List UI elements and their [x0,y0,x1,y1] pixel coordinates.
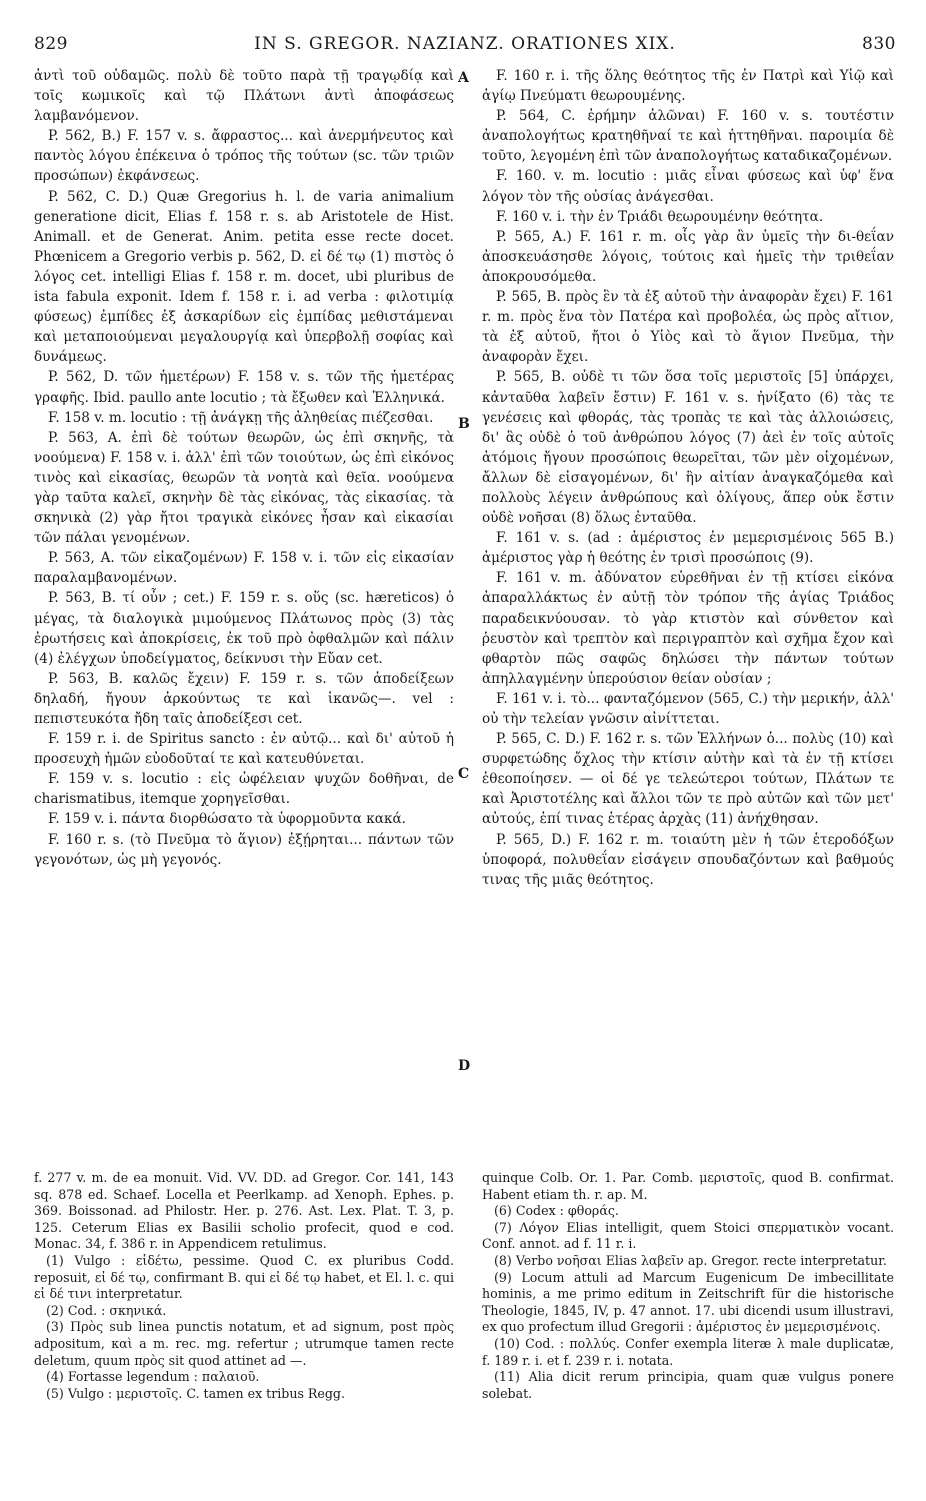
paragraph: P. 565, D.) F. 162 r. m. τοιαύτη μὲν ἡ τῶν ἑτεροδόξων ὑποφορά, πολυθεΐαν εἰσάγειν σπουδαζόντων καὶ βαθμούς τινας τῆς μιᾶς θεότητος. [482,831,894,888]
page-number-right: 830 [862,34,896,54]
paragraph: P. 565, A.) F. 161 r. m. οἷς γὰρ ἂν ὑμεῖς τὴν δι-θεΐαν ἀποσκευάσησθε λόγοις, τούτοις καὶ ἡμεῖς τὴν τριθεΐαν ἀποκρουσόμεθα. [482,228,894,285]
footnotes-right [482,1170,894,1402]
paragraph: P. 562, C. D.) Quæ Gregorius h. l. de varia animalium generatione dicit, Elias f. 158 r. s. ab Aristotele de Hist. Animall. et de Generat. Anim. petita esse recte docet. Phœnicem a Gregorio verbis p. 562, D. εἰ δέ τῳ (1) πιστὸς ὁ λόγος cet. intelligi Elias f. 158 r. m. docet, ubi pluribus de ista fabula exponit. Idem f. 158 r. i. ad verba : φιλοτιμίᾳ φύσεως) ἐμπίδες ἐξ ἀσκαρίδων εἰς ἐμπίδας μεθιστάμεναι καὶ μεταποιούμεναι μεγαλουργίᾳ καὶ ὑπερβολῇ σοφίας καὶ δυνάμεως. [34,188,454,366]
paragraph: P. 565, B. πρὸς ἓν τὰ ἐξ αὐτοῦ τὴν ἀναφορὰν ἔχει) F. 161 r. m. πρὸς ἕνα τὸν Πατέρα καὶ προβολέα, ὡς πρὸς αἴτιον, τὰ ἐξ αὐτοῦ, ἤτοι ὁ Υἱὸς καὶ τὸ ἅγιον Πνεῦμα, τὴν ἀναφορὰν ἔχει. [482,289,894,366]
footnote: (4) Fortasse legendum : παλαιοῦ. [46,1369,260,1385]
footnotes-left [34,1170,454,1402]
paragraph: P. 563, A. τῶν εἰκαζομένων) F. 158 v. i. τῶν εἰς εἰκασίαν παραλαμβανομένων. [34,550,454,587]
paragraph: F. 161 v. i. τὸ... φανταζόμενον (565, C.) τὴν μερικήν, ἀλλ' οὐ τὴν τελείαν γνῶσιν αἰνίττεται. [482,690,894,727]
paragraph: P. 565, B. οὐδὲ τι τῶν ὅσα τοῖς μεριστοῖς [5] ὑπάρχει, κἀνταῦθα λαβεῖν ἔστιν) F. 161 v. s. ἠνίξατο (6) τὰς τε γενέσεις καὶ φθοράς, τὰς τροπὰς τε καὶ τὰς ἀλλοιώσεις, δι' ἃς οὐδὲ ὁ τοῦ ἀνθρώπου λόγος (7) ἀεὶ ἐν τοῖς αὐτοῖς ἀτόμοις ἤγουν προσώποις θεωρεῖται, τῶν μὲν οἰχομένων, ἄλλων δὲ εἰσαγομένων, δι' ἣν αἰτίαν ἀναγκαζόμεθα καὶ πολλοὺς λέγειν ἀνθρώπους καὶ ὀλίγους, ἅπερ οὐκ ἔστιν οὐδὲ νοῆσαι (8) ὅλως ἐνταῦθα. [482,369,894,527]
paragraph: F. 160 r. s. (τὸ Πνεῦμα τὸ ἅγιον) ἐξῄρηται... πάντων τῶν γεγονότων, ὡς μὴ γεγονός. [34,831,454,868]
footnote: (11) Alia dicit rerum principia, quam quæ vulgus ponere solebat. [482,1369,894,1401]
footnote: quinque Colb. Or. 1. Par. Comb. μεριστοῖς, quod B. confirmat. Habent etiam th. r. ap. M. [482,1170,894,1202]
footnote: (8) Verbo νοῆσαι Elias λαβεῖν ap. Gregor. recte interpretatur. [494,1252,887,1268]
paragraph: ἀντὶ τοῦ οὐδαμῶς. πολὺ δὲ τοῦτο παρὰ τῇ τραγῳδίᾳ καὶ τοῖς κωμικοῖς καὶ τῷ Πλάτωνι ἀντὶ ἀποφάσεως λαμβανόμενον. [34,68,454,125]
running-header [34,34,896,58]
footnote: (7) Λόγον Elias intelligit, quem Stoici σπερματικὸν vocant. Conf. annot. ad f. 11 r. i. [482,1219,894,1252]
footnote: f. 277 v. m. de ea monuit. Vid. VV. DD. ad Gregor. Cor. 141, 143 sq. 878 ed. Schaef. Locella et Peerlkamp. ad Xenoph. Ephes. p. 369. Boissonad. ad Philostr. Her. p. 276. Ast. Lex. Plat. T. 3, p. 125. Ceterum Elias ex Basilii scholio profecit, quod e cod. Monac. 34, f. 386 r. in Appendicem retulimus. [34,1170,454,1252]
footnote: (1) Vulgo : εἰδέτω, pessime. Quod C. ex pluribus Codd. reposuit, εἰ δέ τῳ, confirmant B. qui εἰ δέ τῳ habet, et El. l. c. qui εἰ δέ τινι interpretatur. [34,1252,454,1302]
paragraph: F. 159 v. i. πάντα διορθώσατο τὰ ὑφορμοῦντα κακά. [48,811,406,828]
footnote: (6) Codex : φθοράς. [494,1203,619,1219]
paragraph: F. 160. v. m. locutio : μιᾶς εἶναι φύσεως καὶ ὑφ' ἕνα λόγον τὸν τῆς οὐσίας ἀνάγεσθαι. [482,168,894,205]
right-text-column [482,66,894,890]
paragraph: P. 562, B.) F. 157 v. s. ἄφραστος... καὶ ἀνερμήνευτος καὶ παντὸς λόγου ἐπέκεινα ὁ τρόπος τῆς τούτων (sc. τῶν τριῶν προσώπων) ἐκφάνσεως. [34,128,454,185]
paragraph: P. 564, C. ἐρήμην ἁλῶναι) F. 160 v. s. τουτέστιν ἀναπολογήτως κρατηθῆναί τε καὶ ἡττηθῆναι. παροιμία δὲ τοῦτο, λεγομένη ἐπὶ τῶν ἀναπολογήτως καταδικαζομένων. [482,108,894,165]
paragraph: P. 563, A. ἐπὶ δὲ τούτων θεωρῶν, ὡς ἐπὶ σκηνῆς, τὰ νοούμενα) F. 158 v. i. ἀλλ' ἐπὶ τῶν τοιούτων, ὡς ἐπὶ εἰκόνος τινὸς καὶ εἰκασίας, θεωρῶν τὰ νοητὰ καὶ θεῖα. νοούμενα γὰρ ταῦτα καλεῖ, σκηνὴν δὲ τὰς εἰκόνας, τὰς εἰκασίας. τὰ σκηνικὰ (2) γὰρ ἤτοι τραγικὰ εἰκόνες ἦσαν καὶ εἰκασίαι τῶν πάλαι γενομένων. [34,429,454,547]
paragraph: F. 161 v. s. (ad : ἀμέριστος ἐν μεμερισμένοις 565 B.) ἀμέριστος γὰρ ἡ θεότης ἐν τρισὶ προσώποις (9). [482,530,894,567]
paragraph: F. 159 v. s. locutio : εἰς ὠφέλειαν ψυχῶν δοθῆναι, de charismatibus, itemque χορηγεῖσθαι. [34,771,454,808]
margin-marker-c: C [458,766,470,782]
footnote: (3) Πρὸς sub linea punctis notatum, et ad signum, post πρὸς adpositum, καὶ a m. rec. mg. refertur ; utrumque tamen recte deletum, quum πρὸς sit quod attinet ad —. [34,1319,454,1368]
paragraph: F. 158 v. m. locutio : τῇ ἀνάγκῃ τῆς ἀληθείας πιέζεσθαι. [48,409,434,426]
running-title: IN S. GREGOR. NAZIANZ. ORATIONES XIX. [254,34,676,54]
paragraph: P. 565, C. D.) F. 162 r. s. τῶν Ἑλλήνων ὁ... πολὺς (10) καὶ συρφετώδης ὄχλος τὴν κτίσιν αὐτὴν καὶ τὰ ἐν τῇ κτίσει ἐθεοποίησεν. — οἱ δέ γε τελεώτεροι τούτων, Πλάτων τε καὶ Ἀριστοτέλης καὶ ἄλλοι τῶν τε πρὸ αὐτῶν καὶ τῶν μετ' αὐτούς, ἐπί τινας ἑτέρας ἀρχὰς (11) ἀνήχθησαν. [482,731,894,828]
paragraph: P. 563, B. καλῶς ἔχειν) F. 159 r. s. τῶν ἀποδείξεων δηλαδή, ἤγουν ἀρκούντως τε καὶ ἱκανῶς—. vel : πεπιστευκότα ἤδη ταῖς ἀποδείξεσι cet. [34,670,454,727]
left-text-column [34,66,454,870]
margin-marker-a: A [458,70,469,86]
margin-marker-d: D [458,1058,471,1074]
paragraph: F. 161 v. m. ἀδύνατον εὑρεθῆναι ἐν τῇ κτίσει εἰκόνα ἀπαραλλάκτως ἐν αὐτῇ τὸν τρόπον τῆς ἁγίας Τριάδος παραδεικνύουσαν. τὸ γὰρ κτιστὸν καὶ σύνθετον καὶ ῥευστὸν καὶ τρεπτὸν καὶ περιγραπτὸν καὶ σχῆμα ἔχον καὶ φθαρτὸν πῶς σαφῶς δηλώσει τὴν πάντων τούτων ἀπηλλαγμένην ὑπερούσιον θείαν οὐσίαν ; [482,570,894,687]
footnote: (2) Cod. : σκηνικά. [46,1302,167,1318]
footnote: (10) Cod. : πολλύς. Confer exempla literæ λ male duplicatæ, f. 189 r. i. et f. 239 r. i. notata. [482,1335,894,1368]
margin-marker-b: B [458,416,470,432]
paragraph: P. 562, D. τῶν ἡμετέρων) F. 158 v. s. τῶν τῆς ἡμετέρας γραφῆς. Ibid. paullo ante locutio ; τὰ ἔξωθεν καὶ Ἑλληνικά. [34,369,454,406]
footnote: (5) Vulgo : μεριστοῖς. C. tamen ex tribus Regg. [46,1385,345,1401]
paragraph: P. 563, B. τί οὖν ; cet.) F. 159 r. s. οὕς (sc. hæreticos) ὁ μέγας, τὰ διαλογικὰ μιμούμενος Πλάτωνος πρὸς (3) τὰς ἐρωτήσεις καὶ ἀποκρίσεις, ἐκ τοῦ πρὸ ὀφθαλμῶν καὶ πάλιν (4) ἐλέγχων ὑποδείγματος, δείκνυσι τὴν Εὔαν cet. [34,590,454,667]
page-number-left: 829 [34,34,68,54]
paragraph: F. 159 r. i. de Spiritus sancto : ἐν αὐτῷ... καὶ δι' αὐτοῦ ἡ προσευχὴ ἡμῶν εὐοδοῦταί τε καὶ κατευθύνεται. [34,731,454,768]
paragraph: F. 160 v. i. τὴν ἐν Τριάδι θεωρουμένην θεότητα. [496,208,824,225]
footnote: (9) Locum attuli ad Marcum Eugenicum De imbecillitate hominis, a me primo editum in Zeitschrift für die historische Theologie, 1845, IV, p. 47 annot. 17. ubi dicendi usum illustravi, ex quo profectum illud Gregorii : ἀμέριστος ἐν μεμερισμένοις. [482,1269,894,1335]
paragraph: F. 160 r. i. τῆς ὅλης θεότητος τῆς ἐν Πατρὶ καὶ Υἱῷ καὶ ἁγίῳ Πνεύματι θεωρουμένης. [482,68,894,105]
